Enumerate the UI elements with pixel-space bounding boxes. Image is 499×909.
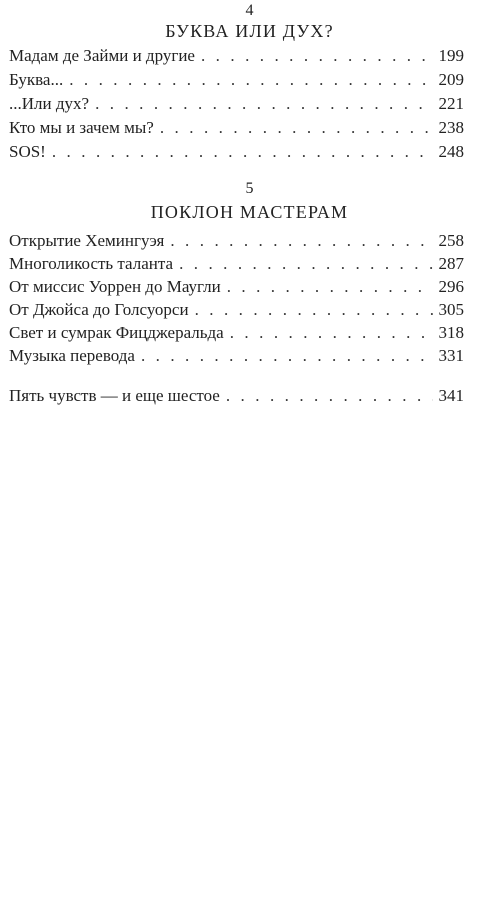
dot-leader — [141, 345, 433, 367]
entry-title: Свет и сумрак Фицджеральда — [9, 323, 224, 342]
page-number: 209 — [438, 70, 464, 89]
toc-entry — [9, 45, 464, 67]
dot-leader — [179, 253, 432, 275]
entry-title: ...Или дух? — [9, 94, 90, 113]
entry-title: Музыка перевода — [9, 346, 135, 365]
section-number: 5 — [245, 180, 254, 197]
page-number: 341 — [438, 386, 464, 405]
dot-leader — [195, 299, 433, 321]
dot-leader — [230, 322, 433, 344]
entry-title: Мадам де Займи и другие — [9, 46, 195, 65]
dot-leader — [69, 69, 432, 91]
page-number: 318 — [438, 323, 464, 342]
page-number: 331 — [438, 346, 464, 365]
page-number: 296 — [438, 277, 464, 296]
dot-leader — [95, 93, 432, 115]
entry-title: Кто мы и зачем мы? — [9, 118, 154, 137]
toc-entry — [9, 322, 464, 344]
page-number: 258 — [438, 231, 464, 250]
entry-title: От Джойса до Голсуорси — [9, 300, 189, 319]
dot-leader — [201, 45, 433, 67]
toc-entry — [9, 117, 464, 139]
toc-entry — [9, 141, 464, 163]
section-title: ПОКЛОН МАСТЕРАМ — [150, 202, 349, 222]
page-number: 199 — [438, 46, 464, 65]
dot-leader — [226, 385, 433, 407]
dot-leader — [227, 276, 433, 298]
toc-entry — [9, 345, 464, 367]
toc-entry — [9, 230, 464, 252]
entry-title: От миссис Уоррен до Маугли — [9, 277, 221, 296]
entry-title: SOS! — [9, 142, 46, 161]
page-number: 287 — [438, 254, 464, 273]
entry-title: Буква... — [9, 70, 64, 89]
entry-title: Многоликость таланта — [9, 254, 174, 273]
toc-entry — [9, 299, 464, 321]
toc-entry — [9, 69, 464, 91]
page-number: 248 — [438, 142, 464, 161]
entry-title: Открытие Хемингуэя — [9, 231, 165, 250]
dot-leader — [52, 141, 433, 163]
dot-leader — [160, 117, 433, 139]
toc-entry — [9, 253, 464, 275]
section-number: 4 — [245, 2, 254, 19]
toc-entry — [9, 385, 464, 407]
page-number: 221 — [438, 94, 464, 113]
dot-leader — [170, 230, 432, 252]
page-number: 305 — [438, 300, 464, 319]
section-title: БУКВА ИЛИ ДУХ? — [165, 21, 334, 41]
page-number: 238 — [438, 118, 464, 137]
toc-entry — [9, 276, 464, 298]
toc-entry — [9, 93, 464, 115]
entry-title: Пять чувств — и еще шестое — [9, 386, 220, 405]
